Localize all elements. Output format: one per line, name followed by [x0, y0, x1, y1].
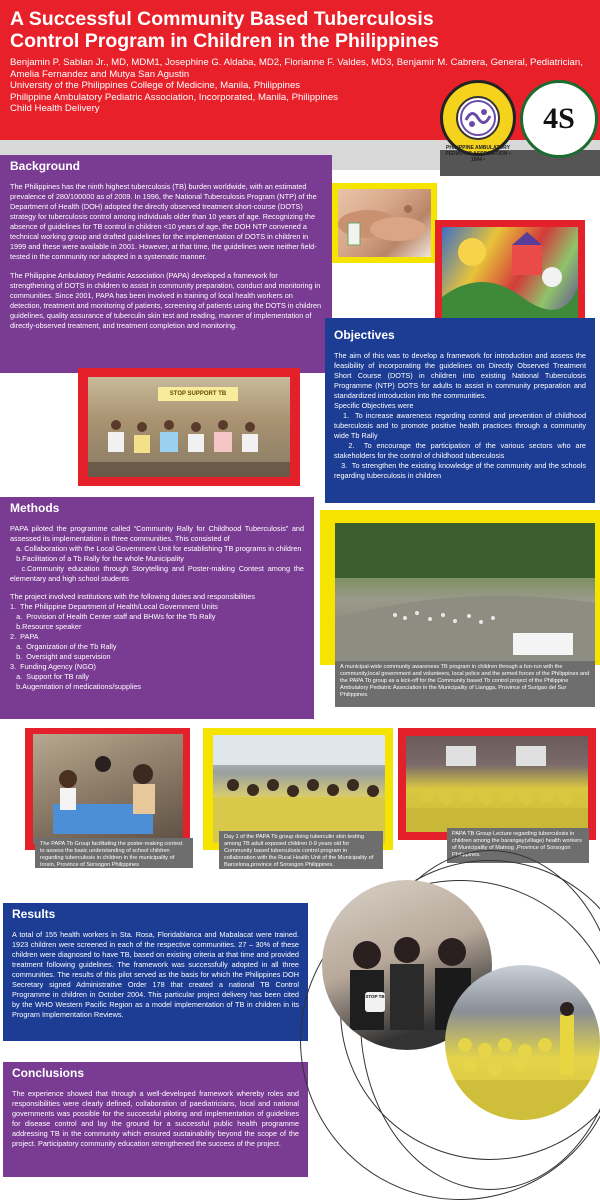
papa-emblem-icon: [458, 98, 498, 138]
drawing-photo-illustration: [442, 227, 578, 325]
objectives-heading: Objectives: [334, 328, 395, 342]
results-heading: Results: [12, 907, 56, 921]
arm-photo-illustration: [338, 189, 431, 257]
conclusions-heading: Conclusions: [12, 1066, 85, 1080]
poster-making-illustration: [33, 734, 183, 844]
photo-frame-stage: [78, 368, 300, 486]
background-paragraph-1: The Philippines has the ninth highest tuberculosis (TB) burden worldwide, with an estimated prevalence of 280/100000 as of 2009. In 1996, the National Tuberculosis Program (NTP) of the Department of Health (DOH) adopted the directly observed treatment short-course (DOTS) strategy for tuberculosis control among individuals older than 10 years of age. Recognizing the absence of guidelines for TB control in children <10 years of age, the DOH NTP convened a technical working group and drafted guidelines for the implementation of DOTS in children in 1999 and these were available in 2001. However, at that time, the guidelines were neither field-tested in the community nor adopted in a systematic manner.: [10, 182, 319, 261]
caption-poster-contest: The PAPA Tb Group facilitating the poster-making contest to assess the basic understanding of school children regarding tuberculosis in children in the municipality of Irosin, Province of Sorsogon Philippines: [35, 838, 193, 868]
photo-child-drawing: [442, 227, 578, 325]
background-heading: Background: [10, 159, 81, 173]
methods-section: [0, 497, 314, 719]
photo-frame-poster-contest: [25, 728, 190, 850]
photo-poster-making: [33, 734, 183, 844]
photo-frame-hands: [332, 183, 437, 263]
authors-line-2: Amelia Fernandez and Mutya San Agustin: [10, 68, 190, 80]
affiliation-3: Child Health Delivery: [10, 103, 100, 115]
photo-fun-run: [335, 523, 595, 663]
papa-logo-text: PHILIPPINE AMBULATORY PEDIATRIC ASSOCIATION • 1994 •: [445, 145, 511, 163]
photo-poster-contest-stage: [88, 377, 290, 477]
affiliation-2: Philippine Ambulatory Pediatric Association, Incorporated, Manila, Philippines: [10, 91, 338, 103]
methods-paragraph-2: The project involved institutions with the following duties and responsibilities 1. The Philippine Department of Health/Local Government Units a. Provision of Health Center staff and BHWs for the Tb Rally b.Resource speaker 2. PAPA a. Organization of the Tb Rally b. Oversight and supervision 3. Funding Agency (NGO) a. Support for TB rally b.Augemtation of medications/supplies: [10, 592, 255, 691]
papa-logo-emblem: [456, 96, 500, 140]
methods-paragraph-1: PAPA piloted the programme called “Community Rally for Childhood Tuberculosis” and assessed its implementation in three communities. This consisted of a. Collaboration with the Local Government Unit for establishing TB programs in children b.Facilitation of a Tb Rally for the whole Municipality c.Community education through Storytelling and Poster-making Contest among the elementary and high school students: [10, 524, 304, 583]
conclusions-section: [3, 1062, 308, 1177]
caption-skin-testing: Day 1 of the PAPA Tb group doing tuberculin skin testing among TB adult exposed children 0-9 years old for Community based tuberculosis control program in collaboration with the Rural Health Unit of the Municipality of Barcelona,province of Sorsogon Philippines.: [219, 831, 383, 869]
photo-tuberculin-arm: [338, 189, 431, 257]
caption-fun-run: A municipal-wide community awareness TB program in children through a fun-run with the community,local government and volunteers, local police and the armed forces of the Philippines and the PAPA Tb group as a kick-off for the Community based Tb control project of the Philippine Ambulatory Pediatric Association in the Municipality of Liangga, Province of Surigao del Sur Philippines.: [335, 661, 595, 707]
up-college-logo: [520, 80, 598, 158]
poster-title: A Successful Community Based Tuberculosis Control Program in Children in the Philippines: [10, 8, 440, 52]
background-section: [0, 155, 332, 373]
photo-skin-testing: [213, 735, 385, 843]
background-paragraph-2: The Philippine Ambulatory Pediatric Association (PAPA) developed a framework for strengthening of DOTS in children to assist in community preparation, conduct and monitoring in communities. Since 2001, PAPA has been involved in training of local health workers on detection, treatment and monitoring of patients, screening of patients using the DOTS in children guidelines, quality assurance of tuberculin skin test and reading, manner of implementation of directly-observed treatment, and treatment completion and monitoring.: [10, 271, 324, 330]
papa-logo: [440, 80, 516, 163]
photo-frame-fun-run: [320, 510, 600, 665]
logo-group: [440, 80, 600, 163]
objectives-text: The aim of this was to develop a framework for introduction and assess the feasibility of incorporating the guidelines on Directly Observed Treatment Short Course (DOTS) in children into existing National Tuberculosis Programme (NTP) DOTS for adults to assist in community preparation and standardized introduction into the communities. Specific Objectives were 1. To increase awareness regarding control and prevention of childhood tuberculosis and to promote positive health practices through a community wide Tb Rally 2. To encourage the participation of the various sectors who are stakeholders for the control of childhood tuberculosis 3. To strengthen the existing knowledge of the community and the schools regarding tuberculosis in children: [334, 351, 586, 480]
author-block: [10, 57, 583, 115]
crowd-photo-illustration: [445, 965, 600, 1120]
stop-tb-shirt-text: STOP TB: [365, 992, 385, 1012]
lecture-illustration: [406, 736, 588, 832]
photo-frame-lecture: [398, 728, 596, 840]
conclusions-text: The experience showed that through a well-developed framework whereby roles and responsibilities were clearly defined, collaboration of paediatricians, local and national governments was possible for the successful piloting and implementation of guidelines for disease control and lay the ground for a successful public health programme addressing TB in the community which ensured sustainability beyond the scope of the project. Participatory community education strengthened the success of the project.: [12, 1089, 302, 1148]
results-section: [3, 903, 308, 1041]
photo-lecture: [406, 736, 588, 832]
up-logo-emblem: 4S: [543, 102, 575, 135]
photo-circle-crowd: [445, 965, 600, 1120]
methods-heading: Methods: [10, 501, 60, 515]
results-text: A total of 155 health workers in Sta. Rosa, Floridablanca and Mabalacat were trained. 1923 children were screened in each of the respective communities. 27 – 30% of these children were diagnosed to have TB, based on existing criteria at that time and provided treatment following guidelines. The framework was successfully adopted in all three communities. The results of this pilot served as the basis for which the Philippines DOH Secretary signed Administrative Order 178 that created a national TB Control Programme in children in October 2004. This particular project delivery has been cited by the WHO Western Pacific Region as a model implementation of TB in children in its Program Implementation Reviews.: [12, 930, 304, 1019]
skin-testing-illustration: [213, 735, 385, 843]
authors-line-1: Benjamin P. Sablan Jr., MD, MDM1, Josephine G. Aldaba, MD2, Florianne F. Valdes, MD3, Benjamir M. Cabrera, General, Pediatrician,: [10, 57, 583, 68]
caption-lecture: PAPA TB Group Lecture regarding tuberculosis in children among the barangay(village) health workers of Municipality of Matnog ,Province of Sorsogon Philippines.: [447, 828, 589, 863]
fun-run-illustration: [335, 523, 595, 663]
stage-banner-text: STOP SUPPORT TB: [158, 387, 238, 401]
photo-frame-drawing: [435, 220, 585, 332]
objectives-section: [325, 318, 595, 503]
affiliation-1: University of the Philippines College of Medicine, Manila, Philippines: [10, 80, 301, 92]
